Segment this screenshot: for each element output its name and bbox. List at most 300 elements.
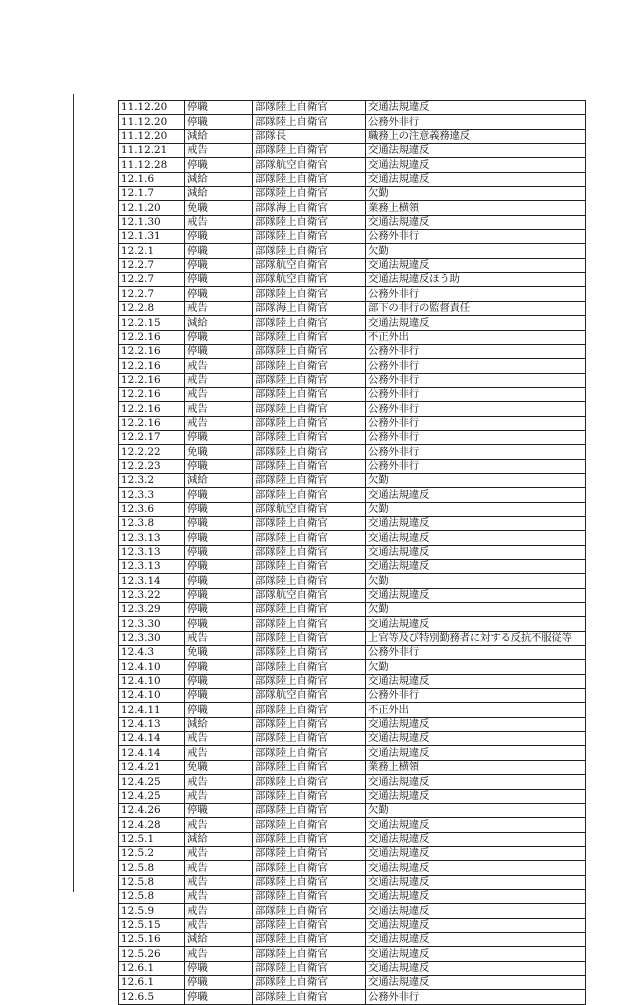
unit-rank-cell: 部隊陸上自衛官 xyxy=(253,603,366,617)
unit-rank-cell: 部隊陸上自衛官 xyxy=(253,832,366,846)
penalty-cell: 戒告 xyxy=(185,818,253,832)
unit-rank-cell: 部隊陸上自衛官 xyxy=(253,760,366,774)
unit-rank-cell: 部隊陸上自衛官 xyxy=(253,861,366,875)
unit-rank-cell: 部隊陸上自衛官 xyxy=(253,459,366,473)
date-cell: 12.3.3 xyxy=(119,488,185,502)
table-row xyxy=(119,617,586,631)
penalty-cell: 停職 xyxy=(185,588,253,602)
unit-rank-cell: 部隊陸上自衛官 xyxy=(253,287,366,301)
table-row xyxy=(119,746,586,760)
table-row xyxy=(119,215,586,229)
penalty-cell: 停職 xyxy=(185,803,253,817)
table-row xyxy=(119,918,586,932)
table-row xyxy=(119,101,586,115)
unit-rank-cell: 部隊陸上自衛官 xyxy=(253,330,366,344)
reason-cell: 交通法規違反 xyxy=(366,215,586,229)
reason-cell: 交通法規違反ほう助 xyxy=(366,273,586,287)
table-row xyxy=(119,316,586,330)
date-cell: 11.12.20 xyxy=(119,101,185,115)
penalty-cell: 停職 xyxy=(185,502,253,516)
table-row xyxy=(119,373,586,387)
reason-cell: 公務外非行 xyxy=(366,230,586,244)
penalty-cell: 減給 xyxy=(185,316,253,330)
reason-cell: 不正外出 xyxy=(366,330,586,344)
table-row xyxy=(119,588,586,602)
penalty-cell: 戒告 xyxy=(185,875,253,889)
table-row xyxy=(119,904,586,918)
penalty-cell: 減給 xyxy=(185,832,253,846)
unit-rank-cell: 部隊陸上自衛官 xyxy=(253,373,366,387)
reason-cell: 職務上の注意義務違反 xyxy=(366,129,586,143)
date-cell: 11.12.20 xyxy=(119,129,185,143)
date-cell: 12.3.13 xyxy=(119,531,185,545)
reason-cell: 交通法規違反 xyxy=(366,889,586,903)
unit-rank-cell: 部隊陸上自衛官 xyxy=(253,674,366,688)
reason-cell: 交通法規違反 xyxy=(366,746,586,760)
date-cell: 12.2.16 xyxy=(119,373,185,387)
penalty-cell: 戒告 xyxy=(185,775,253,789)
penalty-cell: 戒告 xyxy=(185,904,253,918)
date-cell: 12.2.16 xyxy=(119,416,185,430)
table-row xyxy=(119,244,586,258)
reason-cell: 欠勤 xyxy=(366,502,586,516)
reason-cell: 交通法規違反 xyxy=(366,144,586,158)
date-cell: 12.5.9 xyxy=(119,904,185,918)
penalty-cell: 戒告 xyxy=(185,301,253,315)
table-row xyxy=(119,115,586,129)
unit-rank-cell: 部隊陸上自衛官 xyxy=(253,646,366,660)
date-cell: 11.12.28 xyxy=(119,158,185,172)
penalty-cell: 戒告 xyxy=(185,732,253,746)
unit-rank-cell: 部隊長 xyxy=(253,129,366,143)
date-cell: 12.3.22 xyxy=(119,588,185,602)
unit-rank-cell: 部隊陸上自衛官 xyxy=(253,660,366,674)
penalty-cell: 減給 xyxy=(185,129,253,143)
table-row xyxy=(119,760,586,774)
penalty-cell: 停職 xyxy=(185,531,253,545)
penalty-cell: 戒告 xyxy=(185,373,253,387)
unit-rank-cell: 部隊陸上自衛官 xyxy=(253,775,366,789)
penalty-cell: 戒告 xyxy=(185,918,253,932)
table-row xyxy=(119,230,586,244)
table-row xyxy=(119,359,586,373)
reason-cell: 公務外非行 xyxy=(366,344,586,358)
date-cell: 12.3.29 xyxy=(119,603,185,617)
table-row xyxy=(119,459,586,473)
penalty-cell: 停職 xyxy=(185,660,253,674)
date-cell: 12.2.1 xyxy=(119,244,185,258)
date-cell: 12.2.16 xyxy=(119,402,185,416)
table-row xyxy=(119,832,586,846)
reason-cell: 交通法規違反 xyxy=(366,918,586,932)
reason-cell: 欠勤 xyxy=(366,187,586,201)
table-row xyxy=(119,646,586,660)
unit-rank-cell: 部隊陸上自衛官 xyxy=(253,732,366,746)
date-cell: 12.4.25 xyxy=(119,789,185,803)
penalty-cell: 戒告 xyxy=(185,846,253,860)
reason-cell: 公務外非行 xyxy=(366,430,586,444)
table-row xyxy=(119,144,586,158)
date-cell: 12.5.26 xyxy=(119,947,185,961)
penalty-cell: 戒告 xyxy=(185,947,253,961)
table-row xyxy=(119,402,586,416)
penalty-cell: 減給 xyxy=(185,187,253,201)
reason-cell: 交通法規違反 xyxy=(366,975,586,989)
table-row xyxy=(119,703,586,717)
table-row xyxy=(119,861,586,875)
table-row xyxy=(119,875,586,889)
unit-rank-cell: 部隊航空自衛官 xyxy=(253,158,366,172)
table-row xyxy=(119,717,586,731)
unit-rank-cell: 部隊陸上自衛官 xyxy=(253,818,366,832)
date-cell: 12.4.14 xyxy=(119,732,185,746)
unit-rank-cell: 部隊陸上自衛官 xyxy=(253,430,366,444)
unit-rank-cell: 部隊陸上自衛官 xyxy=(253,990,366,1004)
unit-rank-cell: 部隊陸上自衛官 xyxy=(253,889,366,903)
date-cell: 12.1.7 xyxy=(119,187,185,201)
penalty-cell: 停職 xyxy=(185,990,253,1004)
unit-rank-cell: 部隊陸上自衛官 xyxy=(253,115,366,129)
penalty-cell: 戒告 xyxy=(185,889,253,903)
date-cell: 12.4.10 xyxy=(119,660,185,674)
date-cell: 12.6.5 xyxy=(119,990,185,1004)
date-cell: 12.5.8 xyxy=(119,861,185,875)
date-cell: 12.6.1 xyxy=(119,961,185,975)
date-cell: 12.6.1 xyxy=(119,975,185,989)
unit-rank-cell: 部隊航空自衛官 xyxy=(253,689,366,703)
unit-rank-cell: 部隊陸上自衛官 xyxy=(253,746,366,760)
reason-cell: 公務外非行 xyxy=(366,990,586,1004)
penalty-cell: 免職 xyxy=(185,646,253,660)
date-cell: 12.1.31 xyxy=(119,230,185,244)
unit-rank-cell: 部隊陸上自衛官 xyxy=(253,215,366,229)
reason-cell: 公務外非行 xyxy=(366,689,586,703)
penalty-cell: 停職 xyxy=(185,244,253,258)
unit-rank-cell: 部隊陸上自衛官 xyxy=(253,846,366,860)
date-cell: 12.5.8 xyxy=(119,889,185,903)
penalty-cell: 減給 xyxy=(185,717,253,731)
penalty-cell: 停職 xyxy=(185,975,253,989)
unit-rank-cell: 部隊陸上自衛官 xyxy=(253,316,366,330)
penalty-cell: 減給 xyxy=(185,473,253,487)
unit-rank-cell: 部隊航空自衛官 xyxy=(253,258,366,272)
table-row xyxy=(119,574,586,588)
unit-rank-cell: 部隊陸上自衛官 xyxy=(253,932,366,946)
reason-cell: 業務上横領 xyxy=(366,201,586,215)
date-cell: 12.5.8 xyxy=(119,875,185,889)
date-cell: 12.5.2 xyxy=(119,846,185,860)
penalty-cell: 停職 xyxy=(185,344,253,358)
penalty-cell: 停職 xyxy=(185,459,253,473)
unit-rank-cell: 部隊陸上自衛官 xyxy=(253,531,366,545)
reason-cell: 公務外非行 xyxy=(366,416,586,430)
reason-cell: 交通法規違反 xyxy=(366,158,586,172)
unit-rank-cell: 部隊陸上自衛官 xyxy=(253,617,366,631)
penalty-cell: 戒告 xyxy=(185,215,253,229)
penalty-cell: 免職 xyxy=(185,201,253,215)
reason-cell: 交通法規違反 xyxy=(366,732,586,746)
unit-rank-cell: 部隊陸上自衛官 xyxy=(253,904,366,918)
table-row xyxy=(119,172,586,186)
penalty-cell: 停職 xyxy=(185,545,253,559)
unit-rank-cell: 部隊陸上自衛官 xyxy=(253,516,366,530)
penalty-cell: 停職 xyxy=(185,430,253,444)
table-row xyxy=(119,129,586,143)
table-row xyxy=(119,803,586,817)
date-cell: 12.4.14 xyxy=(119,746,185,760)
penalty-cell: 戒告 xyxy=(185,631,253,645)
unit-rank-cell: 部隊陸上自衛官 xyxy=(253,560,366,574)
table-row xyxy=(119,301,586,315)
reason-cell: 交通法規違反 xyxy=(366,488,586,502)
penalty-cell: 戒告 xyxy=(185,402,253,416)
table-row xyxy=(119,789,586,803)
unit-rank-cell: 部隊陸上自衛官 xyxy=(253,631,366,645)
penalty-cell: 戒告 xyxy=(185,387,253,401)
unit-rank-cell: 部隊陸上自衛官 xyxy=(253,402,366,416)
date-cell: 12.1.30 xyxy=(119,215,185,229)
reason-cell: 交通法規違反 xyxy=(366,531,586,545)
date-cell: 12.4.13 xyxy=(119,717,185,731)
date-cell: 12.3.30 xyxy=(119,631,185,645)
penalty-cell: 停職 xyxy=(185,560,253,574)
unit-rank-cell: 部隊陸上自衛官 xyxy=(253,947,366,961)
date-cell: 12.3.14 xyxy=(119,574,185,588)
table-row xyxy=(119,603,586,617)
unit-rank-cell: 部隊航空自衛官 xyxy=(253,502,366,516)
table-row xyxy=(119,516,586,530)
date-cell: 12.3.13 xyxy=(119,545,185,559)
date-cell: 12.2.22 xyxy=(119,445,185,459)
penalty-cell: 停職 xyxy=(185,330,253,344)
table-row xyxy=(119,660,586,674)
penalty-cell: 戒告 xyxy=(185,144,253,158)
penalty-cell: 停職 xyxy=(185,230,253,244)
reason-cell: 交通法規違反 xyxy=(366,617,586,631)
date-cell: 12.4.10 xyxy=(119,674,185,688)
reason-cell: 欠勤 xyxy=(366,473,586,487)
unit-rank-cell: 部隊海上自衛官 xyxy=(253,301,366,315)
reason-cell: 欠勤 xyxy=(366,603,586,617)
reason-cell: 交通法規違反 xyxy=(366,258,586,272)
table-row xyxy=(119,775,586,789)
unit-rank-cell: 部隊陸上自衛官 xyxy=(253,473,366,487)
penalty-cell: 停職 xyxy=(185,287,253,301)
penalty-cell: 停職 xyxy=(185,603,253,617)
reason-cell: 交通法規違反 xyxy=(366,789,586,803)
table-row xyxy=(119,846,586,860)
table-row xyxy=(119,631,586,645)
unit-rank-cell: 部隊陸上自衛官 xyxy=(253,789,366,803)
table-row xyxy=(119,975,586,989)
reason-cell: 交通法規違反 xyxy=(366,316,586,330)
unit-rank-cell: 部隊陸上自衛官 xyxy=(253,488,366,502)
date-cell: 12.5.16 xyxy=(119,932,185,946)
reason-cell: 公務外非行 xyxy=(366,373,586,387)
table-row xyxy=(119,488,586,502)
unit-rank-cell: 部隊陸上自衛官 xyxy=(253,244,366,258)
date-cell: 12.1.20 xyxy=(119,201,185,215)
reason-cell: 欠勤 xyxy=(366,803,586,817)
date-cell: 12.2.8 xyxy=(119,301,185,315)
penalty-cell: 戒告 xyxy=(185,789,253,803)
penalty-cell: 停職 xyxy=(185,574,253,588)
margin-rule xyxy=(73,94,74,892)
date-cell: 12.4.11 xyxy=(119,703,185,717)
penalty-cell: 停職 xyxy=(185,674,253,688)
date-cell: 12.4.26 xyxy=(119,803,185,817)
table-row xyxy=(119,430,586,444)
date-cell: 12.2.7 xyxy=(119,273,185,287)
table-row xyxy=(119,560,586,574)
unit-rank-cell: 部隊陸上自衛官 xyxy=(253,344,366,358)
unit-rank-cell: 部隊陸上自衛官 xyxy=(253,187,366,201)
date-cell: 11.12.20 xyxy=(119,115,185,129)
reason-cell: 公務外非行 xyxy=(366,359,586,373)
unit-rank-cell: 部隊陸上自衛官 xyxy=(253,717,366,731)
penalty-cell: 停職 xyxy=(185,703,253,717)
penalty-cell: 減給 xyxy=(185,172,253,186)
reason-cell: 交通法規違反 xyxy=(366,932,586,946)
records-body xyxy=(119,101,586,1005)
penalty-cell: 停職 xyxy=(185,516,253,530)
penalty-cell: 停職 xyxy=(185,617,253,631)
date-cell: 12.5.15 xyxy=(119,918,185,932)
table-row xyxy=(119,416,586,430)
table-row xyxy=(119,932,586,946)
reason-cell: 交通法規違反 xyxy=(366,861,586,875)
penalty-cell: 停職 xyxy=(185,158,253,172)
date-cell: 12.3.2 xyxy=(119,473,185,487)
unit-rank-cell: 部隊陸上自衛官 xyxy=(253,961,366,975)
date-cell: 12.4.28 xyxy=(119,818,185,832)
table-row xyxy=(119,947,586,961)
table-row xyxy=(119,990,586,1004)
unit-rank-cell: 部隊陸上自衛官 xyxy=(253,101,366,115)
date-cell: 12.4.10 xyxy=(119,689,185,703)
date-cell: 12.2.17 xyxy=(119,430,185,444)
reason-cell: 欠勤 xyxy=(366,244,586,258)
unit-rank-cell: 部隊陸上自衛官 xyxy=(253,445,366,459)
date-cell: 12.3.6 xyxy=(119,502,185,516)
reason-cell: 上官等及び特別勤務者に対する反抗不服従等 xyxy=(366,631,586,645)
reason-cell: 部下の非行の監督責任 xyxy=(366,301,586,315)
date-cell: 12.3.8 xyxy=(119,516,185,530)
reason-cell: 公務外非行 xyxy=(366,402,586,416)
table-row xyxy=(119,187,586,201)
reason-cell: 公務外非行 xyxy=(366,459,586,473)
table-row xyxy=(119,732,586,746)
reason-cell: 交通法規違反 xyxy=(366,172,586,186)
penalty-cell: 停職 xyxy=(185,273,253,287)
date-cell: 12.2.7 xyxy=(119,258,185,272)
reason-cell: 交通法規違反 xyxy=(366,904,586,918)
unit-rank-cell: 部隊陸上自衛官 xyxy=(253,703,366,717)
reason-cell: 不正外出 xyxy=(366,703,586,717)
date-cell: 12.3.13 xyxy=(119,560,185,574)
date-cell: 12.2.23 xyxy=(119,459,185,473)
penalty-cell: 減給 xyxy=(185,932,253,946)
table-row xyxy=(119,961,586,975)
reason-cell: 交通法規違反 xyxy=(366,832,586,846)
date-cell: 12.2.7 xyxy=(119,287,185,301)
date-cell: 11.12.21 xyxy=(119,144,185,158)
reason-cell: 業務上横領 xyxy=(366,760,586,774)
unit-rank-cell: 部隊陸上自衛官 xyxy=(253,387,366,401)
unit-rank-cell: 部隊陸上自衛官 xyxy=(253,875,366,889)
table-row xyxy=(119,344,586,358)
unit-rank-cell: 部隊航空自衛官 xyxy=(253,273,366,287)
penalty-cell: 免職 xyxy=(185,760,253,774)
reason-cell: 欠勤 xyxy=(366,660,586,674)
reason-cell: 欠勤 xyxy=(366,574,586,588)
date-cell: 12.4.3 xyxy=(119,646,185,660)
reason-cell: 交通法規違反 xyxy=(366,961,586,975)
reason-cell: 交通法規違反 xyxy=(366,101,586,115)
penalty-cell: 停職 xyxy=(185,689,253,703)
unit-rank-cell: 部隊航空自衛官 xyxy=(253,588,366,602)
penalty-cell: 戒告 xyxy=(185,746,253,760)
unit-rank-cell: 部隊陸上自衛官 xyxy=(253,545,366,559)
table-row xyxy=(119,258,586,272)
date-cell: 12.2.16 xyxy=(119,387,185,401)
penalty-cell: 停職 xyxy=(185,115,253,129)
unit-rank-cell: 部隊陸上自衛官 xyxy=(253,975,366,989)
unit-rank-cell: 部隊海上自衛官 xyxy=(253,201,366,215)
unit-rank-cell: 部隊陸上自衛官 xyxy=(253,172,366,186)
table-row xyxy=(119,158,586,172)
table-row xyxy=(119,818,586,832)
reason-cell: 公務外非行 xyxy=(366,115,586,129)
date-cell: 12.2.16 xyxy=(119,359,185,373)
penalty-cell: 停職 xyxy=(185,488,253,502)
table-row xyxy=(119,287,586,301)
table-row xyxy=(119,201,586,215)
unit-rank-cell: 部隊陸上自衛官 xyxy=(253,574,366,588)
disciplinary-records-table xyxy=(118,100,586,1005)
reason-cell: 交通法規違反 xyxy=(366,947,586,961)
table-row xyxy=(119,502,586,516)
unit-rank-cell: 部隊陸上自衛官 xyxy=(253,918,366,932)
table-row xyxy=(119,689,586,703)
date-cell: 12.4.25 xyxy=(119,775,185,789)
reason-cell: 交通法規違反 xyxy=(366,775,586,789)
table-row xyxy=(119,674,586,688)
date-cell: 12.2.16 xyxy=(119,344,185,358)
penalty-cell: 戒告 xyxy=(185,359,253,373)
reason-cell: 公務外非行 xyxy=(366,287,586,301)
unit-rank-cell: 部隊陸上自衛官 xyxy=(253,803,366,817)
table-row xyxy=(119,330,586,344)
reason-cell: 公務外非行 xyxy=(366,646,586,660)
unit-rank-cell: 部隊陸上自衛官 xyxy=(253,416,366,430)
reason-cell: 交通法規違反 xyxy=(366,717,586,731)
table-row xyxy=(119,273,586,287)
reason-cell: 交通法規違反 xyxy=(366,818,586,832)
date-cell: 12.1.6 xyxy=(119,172,185,186)
date-cell: 12.2.15 xyxy=(119,316,185,330)
reason-cell: 交通法規違反 xyxy=(366,875,586,889)
date-cell: 12.5.1 xyxy=(119,832,185,846)
table-row xyxy=(119,531,586,545)
reason-cell: 公務外非行 xyxy=(366,387,586,401)
penalty-cell: 戒告 xyxy=(185,861,253,875)
date-cell: 12.2.16 xyxy=(119,330,185,344)
penalty-cell: 免職 xyxy=(185,445,253,459)
penalty-cell: 停職 xyxy=(185,961,253,975)
unit-rank-cell: 部隊陸上自衛官 xyxy=(253,144,366,158)
reason-cell: 交通法規違反 xyxy=(366,545,586,559)
